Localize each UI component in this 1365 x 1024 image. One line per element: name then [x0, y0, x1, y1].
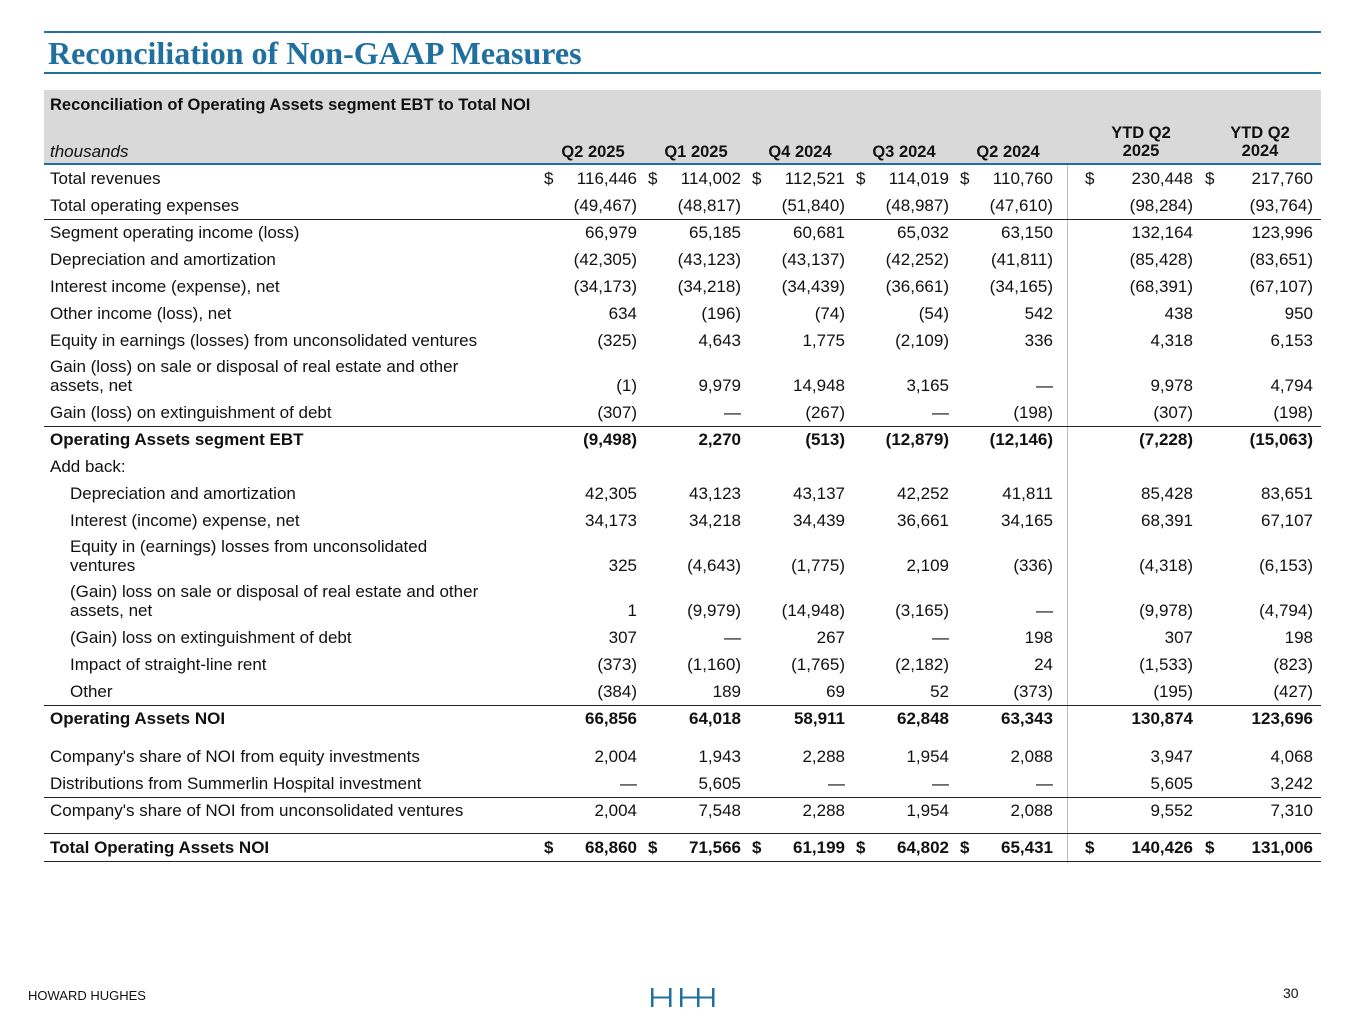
cell-q4-2024: —	[828, 774, 845, 793]
cell-ytd-q2-2024: 950	[1284, 304, 1313, 323]
cell-ytd-q2-2024: 6,153	[1270, 331, 1313, 350]
table-row	[44, 705, 1321, 732]
cell-q3-2024: 36,661	[897, 511, 949, 530]
table-row	[44, 579, 1321, 624]
hh-logo-icon	[650, 986, 716, 1013]
row-label: Other	[70, 682, 113, 701]
currency-symbol: $	[960, 838, 970, 857]
table-row	[44, 797, 1321, 824]
currency-symbol: $	[1085, 169, 1095, 188]
cell-q3-2024: 42,252	[897, 484, 949, 503]
cell-q4-2024: (267)	[805, 403, 845, 422]
column-header-ytd-q2-2025	[1098, 124, 1184, 160]
cell-q4-2024: (43,137)	[781, 250, 845, 269]
page-number: 30	[1283, 985, 1299, 1001]
cell-ytd-q2-2025: (9,978)	[1139, 601, 1193, 620]
row-label	[70, 537, 427, 575]
cell-q1-2025: (4,643)	[687, 556, 741, 575]
cell-q4-2024: 112,521	[784, 169, 845, 188]
column-header-ytd-q2-2025-line2: 2025	[1122, 142, 1160, 160]
cell-q2-2025: 307	[608, 628, 637, 647]
cell-q2-2025: —	[620, 774, 637, 793]
currency-symbol: $	[856, 169, 866, 188]
cell-q4-2024: (51,840)	[781, 196, 845, 215]
cell-q2-2024: 2,088	[1010, 801, 1053, 820]
cell-ytd-q2-2024: (427)	[1273, 682, 1313, 701]
cell-q2-2024: —	[1036, 774, 1053, 793]
cell-q4-2024: (14,948)	[781, 601, 845, 620]
page-title: Reconciliation of Non-GAAP Measures	[48, 35, 582, 71]
cell-q4-2024: (513)	[805, 430, 845, 449]
row-label-line1: (Gain) loss on sale or disposal of real estate and other	[70, 582, 479, 601]
cell-q4-2024: 60,681	[793, 223, 845, 242]
cell-q2-2025: 116,446	[576, 169, 637, 188]
cell-ytd-q2-2025: (4,318)	[1139, 556, 1193, 575]
currency-symbol: $	[648, 169, 658, 188]
cell-q2-2024: (198)	[1013, 403, 1053, 422]
cell-ytd-q2-2024: (93,764)	[1249, 196, 1313, 215]
cell-q2-2025: 2,004	[594, 801, 637, 820]
cell-ytd-q2-2024: (6,153)	[1259, 556, 1313, 575]
cell-q3-2024: (36,661)	[885, 277, 949, 296]
cell-q2-2024: (373)	[1013, 682, 1053, 701]
cell-q1-2025: (1,160)	[687, 655, 741, 674]
cell-q2-2025: 34,173	[585, 511, 637, 530]
cell-ytd-q2-2025: 132,164	[1131, 223, 1193, 242]
cell-q1-2025: (9,979)	[687, 601, 741, 620]
cell-ytd-q2-2025: (68,391)	[1129, 277, 1193, 296]
row-label: Distributions from Summerlin Hospital investment	[50, 774, 422, 793]
cell-q2-2025: 1	[627, 601, 637, 620]
title-top-rule	[44, 31, 1321, 33]
cell-ytd-q2-2024: (4,794)	[1259, 601, 1313, 620]
column-header-ytd-q2-2024	[1217, 124, 1303, 160]
cell-q2-2025: (325)	[597, 331, 637, 350]
cell-q2-2024: 34,165	[1001, 511, 1053, 530]
row-label: Add back:	[50, 457, 126, 476]
table-row	[44, 507, 1321, 534]
cell-ytd-q2-2025: (307)	[1153, 403, 1193, 422]
table-row	[44, 833, 1321, 862]
cell-q2-2025: (384)	[597, 682, 637, 701]
row-label: Total revenues	[50, 169, 161, 188]
cell-q2-2024: —	[1036, 601, 1053, 620]
row-label: Other income (loss), net	[50, 304, 232, 323]
cell-q1-2025: 189	[712, 682, 741, 701]
cell-ytd-q2-2024: 123,996	[1251, 223, 1313, 242]
cell-ytd-q2-2025: 438	[1164, 304, 1193, 323]
cell-ytd-q2-2025: 307	[1164, 628, 1193, 647]
cell-ytd-q2-2025: (98,284)	[1129, 196, 1193, 215]
cell-ytd-q2-2025: (1,533)	[1139, 655, 1193, 674]
cell-q1-2025: 9,979	[698, 376, 741, 395]
table-row	[44, 624, 1321, 651]
cell-ytd-q2-2025: 9,978	[1150, 376, 1193, 395]
row-label-line1: Equity in (earnings) losses from unconsolidated	[70, 537, 428, 556]
cell-q2-2025: (9,498)	[583, 430, 637, 449]
cell-q4-2024: 43,137	[793, 484, 845, 503]
row-label: Total Operating Assets NOI	[50, 838, 270, 857]
cell-q2-2025: (373)	[597, 655, 637, 674]
cell-q3-2024: 2,109	[906, 556, 949, 575]
currency-symbol: $	[648, 838, 658, 857]
row-label	[70, 582, 478, 620]
cell-q2-2024: 336	[1024, 331, 1053, 350]
cell-ytd-q2-2024: (83,651)	[1249, 250, 1313, 269]
cell-q2-2024: 110,760	[992, 169, 1053, 188]
cell-ytd-q2-2024: 4,794	[1270, 376, 1313, 395]
cell-q2-2024: 63,343	[1001, 709, 1053, 728]
currency-symbol: $	[752, 169, 762, 188]
table-row	[44, 273, 1321, 300]
table-row	[44, 165, 1321, 192]
cell-ytd-q2-2025: 85,428	[1141, 484, 1193, 503]
table-row	[44, 219, 1321, 246]
cell-q2-2025: 66,856	[585, 709, 637, 728]
cell-q1-2025: (34,218)	[677, 277, 741, 296]
cell-q2-2024: 65,431	[1001, 838, 1053, 857]
column-header-q4-2024: Q4 2024	[768, 143, 832, 161]
cell-q2-2025: (1)	[616, 376, 637, 395]
cell-q1-2025: (196)	[701, 304, 741, 323]
cell-q2-2025: (34,173)	[573, 277, 637, 296]
cell-q2-2025: (49,467)	[573, 196, 637, 215]
cell-ytd-q2-2024: (15,063)	[1249, 430, 1313, 449]
row-label: Operating Assets segment EBT	[50, 430, 304, 449]
cell-ytd-q2-2024: (823)	[1273, 655, 1313, 674]
table-row	[44, 354, 1321, 399]
cell-q4-2024: (1,775)	[791, 556, 845, 575]
row-label: Operating Assets NOI	[50, 709, 226, 728]
cell-ytd-q2-2024: 83,651	[1261, 484, 1313, 503]
cell-q4-2024: 69	[826, 682, 845, 701]
table-title: Reconciliation of Operating Assets segment EBT to Total NOI	[50, 96, 531, 114]
cell-ytd-q2-2024: 67,107	[1261, 511, 1313, 530]
row-label-line2: ventures	[70, 556, 136, 575]
row-label: Depreciation and amortization	[50, 250, 276, 269]
cell-q2-2024: 41,811	[1002, 484, 1053, 503]
table-row	[44, 678, 1321, 706]
cell-q1-2025: 2,270	[698, 430, 741, 449]
cell-q1-2025: 1,943	[698, 747, 741, 766]
cell-ytd-q2-2025: (85,428)	[1129, 250, 1193, 269]
cell-q2-2024: (47,610)	[989, 196, 1053, 215]
cell-q3-2024: 62,848	[897, 709, 949, 728]
cell-q2-2024: (336)	[1013, 556, 1053, 575]
cell-q3-2024: (54)	[918, 304, 949, 323]
cell-q1-2025: 5,605	[698, 774, 741, 793]
currency-symbol: $	[1205, 169, 1215, 188]
cell-q2-2025: 42,305	[585, 484, 637, 503]
column-header-ytd-q2-2025-line1: YTD Q2	[1111, 124, 1171, 142]
column-header-q1-2025: Q1 2025	[664, 143, 728, 161]
cell-q4-2024: 2,288	[802, 747, 845, 766]
column-header-ytd-q2-2024-line1: YTD Q2	[1230, 124, 1290, 142]
row-label-line2: assets, net	[70, 601, 153, 620]
cell-q4-2024: 2,288	[802, 801, 845, 820]
row-label: Company's share of NOI from unconsolidated ventures	[50, 801, 464, 820]
cell-q4-2024: (34,439)	[781, 277, 845, 296]
cell-q4-2024: (74)	[814, 304, 845, 323]
currency-symbol: $	[1085, 838, 1095, 857]
cell-ytd-q2-2025: 4,318	[1150, 331, 1193, 350]
cell-ytd-q2-2025: 9,552	[1150, 801, 1193, 820]
cell-q3-2024: 114,019	[888, 169, 949, 188]
currency-symbol: $	[752, 838, 762, 857]
cell-q1-2025: (48,817)	[677, 196, 741, 215]
table-row	[44, 743, 1321, 770]
currency-symbol: $	[544, 169, 554, 188]
cell-ytd-q2-2024: 4,068	[1270, 747, 1313, 766]
cell-q1-2025: 71,566	[689, 838, 741, 857]
row-label: Gain (loss) on extinguishment of debt	[50, 403, 332, 422]
currency-symbol: $	[1205, 838, 1215, 857]
currency-symbol: $	[856, 838, 866, 857]
cell-q2-2024: 542	[1024, 304, 1053, 323]
column-header-ytd-q2-2024-line2: 2024	[1241, 142, 1279, 160]
cell-q3-2024: (48,987)	[885, 196, 949, 215]
cell-q3-2024: 1,954	[906, 747, 949, 766]
cell-q2-2025: 2,004	[594, 747, 637, 766]
cell-ytd-q2-2024: 3,242	[1270, 774, 1313, 793]
cell-q1-2025: 114,002	[680, 169, 741, 188]
table-row	[44, 327, 1321, 354]
cell-q2-2024: 63,150	[1001, 223, 1053, 242]
table-row	[44, 651, 1321, 678]
cell-q3-2024: (2,109)	[895, 331, 949, 350]
table-row	[44, 246, 1321, 273]
currency-symbol: $	[544, 838, 554, 857]
table-row	[44, 426, 1321, 453]
cell-q2-2025: 325	[608, 556, 637, 575]
cell-q4-2024: 267	[816, 628, 845, 647]
cell-q1-2025: 65,185	[689, 223, 741, 242]
row-label: Total operating expenses	[50, 196, 240, 215]
cell-q1-2025: —	[724, 628, 741, 647]
cell-q3-2024: (2,182)	[895, 655, 949, 674]
cell-q3-2024: (12,879)	[885, 430, 949, 449]
currency-symbol: $	[960, 169, 970, 188]
row-label	[50, 357, 458, 395]
cell-ytd-q2-2024: 7,310	[1270, 801, 1313, 820]
column-header-q2-2024: Q2 2024	[976, 143, 1040, 161]
cell-ytd-q2-2024: (198)	[1273, 403, 1313, 422]
cell-q4-2024: (1,765)	[791, 655, 845, 674]
units-label: thousands	[50, 142, 129, 161]
cell-q4-2024: 14,948	[793, 376, 845, 395]
row-label: Interest (income) expense, net	[70, 511, 300, 530]
cell-q2-2025: (42,305)	[573, 250, 637, 269]
cell-q2-2025: 66,979	[585, 223, 637, 242]
table-row	[44, 453, 1321, 480]
row-label: Depreciation and amortization	[70, 484, 296, 503]
cell-q3-2024: (3,165)	[895, 601, 949, 620]
cell-q3-2024: 1,954	[906, 801, 949, 820]
cell-ytd-q2-2024: 198	[1284, 628, 1313, 647]
cell-q4-2024: 34,439	[793, 511, 845, 530]
cell-ytd-q2-2025: (7,228)	[1139, 430, 1193, 449]
cell-q4-2024: 58,911	[793, 709, 845, 728]
cell-q3-2024: —	[932, 628, 949, 647]
row-label: Interest income (expense), net	[50, 277, 280, 296]
table-row	[44, 534, 1321, 579]
cell-ytd-q2-2024: (67,107)	[1249, 277, 1313, 296]
cell-q2-2024: 198	[1024, 628, 1053, 647]
cell-ytd-q2-2025: 68,391	[1141, 511, 1193, 530]
cell-q2-2024: (12,146)	[989, 430, 1053, 449]
row-label-line1: Gain (loss) on sale or disposal of real estate and other	[50, 357, 459, 376]
cell-q1-2025: 4,643	[698, 331, 741, 350]
table-row	[44, 399, 1321, 427]
cell-q3-2024: 52	[930, 682, 949, 701]
table-row	[44, 192, 1321, 220]
cell-ytd-q2-2024: 123,696	[1251, 709, 1313, 728]
cell-q1-2025: —	[724, 403, 741, 422]
cell-q1-2025: 34,218	[689, 511, 741, 530]
column-header-q3-2024: Q3 2024	[872, 143, 936, 161]
title-bottom-rule	[44, 72, 1321, 74]
column-header-q2-2025: Q2 2025	[561, 143, 625, 161]
cell-q3-2024: —	[932, 774, 949, 793]
cell-ytd-q2-2025: 130,874	[1131, 709, 1193, 728]
cell-q2-2024: (34,165)	[989, 277, 1053, 296]
cell-q4-2024: 61,199	[793, 838, 845, 857]
cell-q1-2025: (43,123)	[677, 250, 741, 269]
cell-ytd-q2-2025: 140,426	[1131, 838, 1193, 857]
cell-q2-2024: 2,088	[1010, 747, 1053, 766]
cell-ytd-q2-2024: 131,006	[1251, 838, 1313, 857]
cell-ytd-q2-2025: (195)	[1153, 682, 1193, 701]
cell-q3-2024: —	[932, 403, 949, 422]
cell-ytd-q2-2024: 217,760	[1251, 169, 1313, 188]
cell-q4-2024: 1,775	[802, 331, 845, 350]
row-label: Company's share of NOI from equity investments	[50, 747, 420, 766]
cell-ytd-q2-2025: 5,605	[1150, 774, 1193, 793]
cell-q1-2025: 7,548	[698, 801, 741, 820]
row-label-line2: assets, net	[50, 376, 133, 395]
cell-q1-2025: 43,123	[689, 484, 741, 503]
cell-q3-2024: 65,032	[897, 223, 949, 242]
cell-q1-2025: 64,018	[689, 709, 741, 728]
cell-q3-2024: (42,252)	[885, 250, 949, 269]
cell-q2-2024: (41,811)	[990, 250, 1053, 269]
cell-q2-2025: (307)	[597, 403, 637, 422]
table-row	[44, 770, 1321, 798]
cell-q3-2024: 64,802	[897, 838, 949, 857]
row-label: Impact of straight-line rent	[70, 655, 267, 674]
cell-ytd-q2-2025: 3,947	[1150, 747, 1193, 766]
cell-q2-2025: 634	[608, 304, 637, 323]
row-label: Equity in earnings (losses) from unconsolidated ventures	[50, 331, 478, 350]
company-name: HOWARD HUGHES	[28, 988, 146, 1003]
table-row	[44, 480, 1321, 507]
cell-q3-2024: 3,165	[906, 376, 949, 395]
cell-q2-2025: 68,860	[585, 838, 637, 857]
cell-q2-2024: —	[1036, 376, 1053, 395]
table-row	[44, 300, 1321, 327]
cell-q2-2024: 24	[1034, 655, 1053, 674]
cell-ytd-q2-2025: 230,448	[1131, 169, 1193, 188]
row-label: (Gain) loss on extinguishment of debt	[70, 628, 352, 647]
row-label: Segment operating income (loss)	[50, 223, 300, 242]
